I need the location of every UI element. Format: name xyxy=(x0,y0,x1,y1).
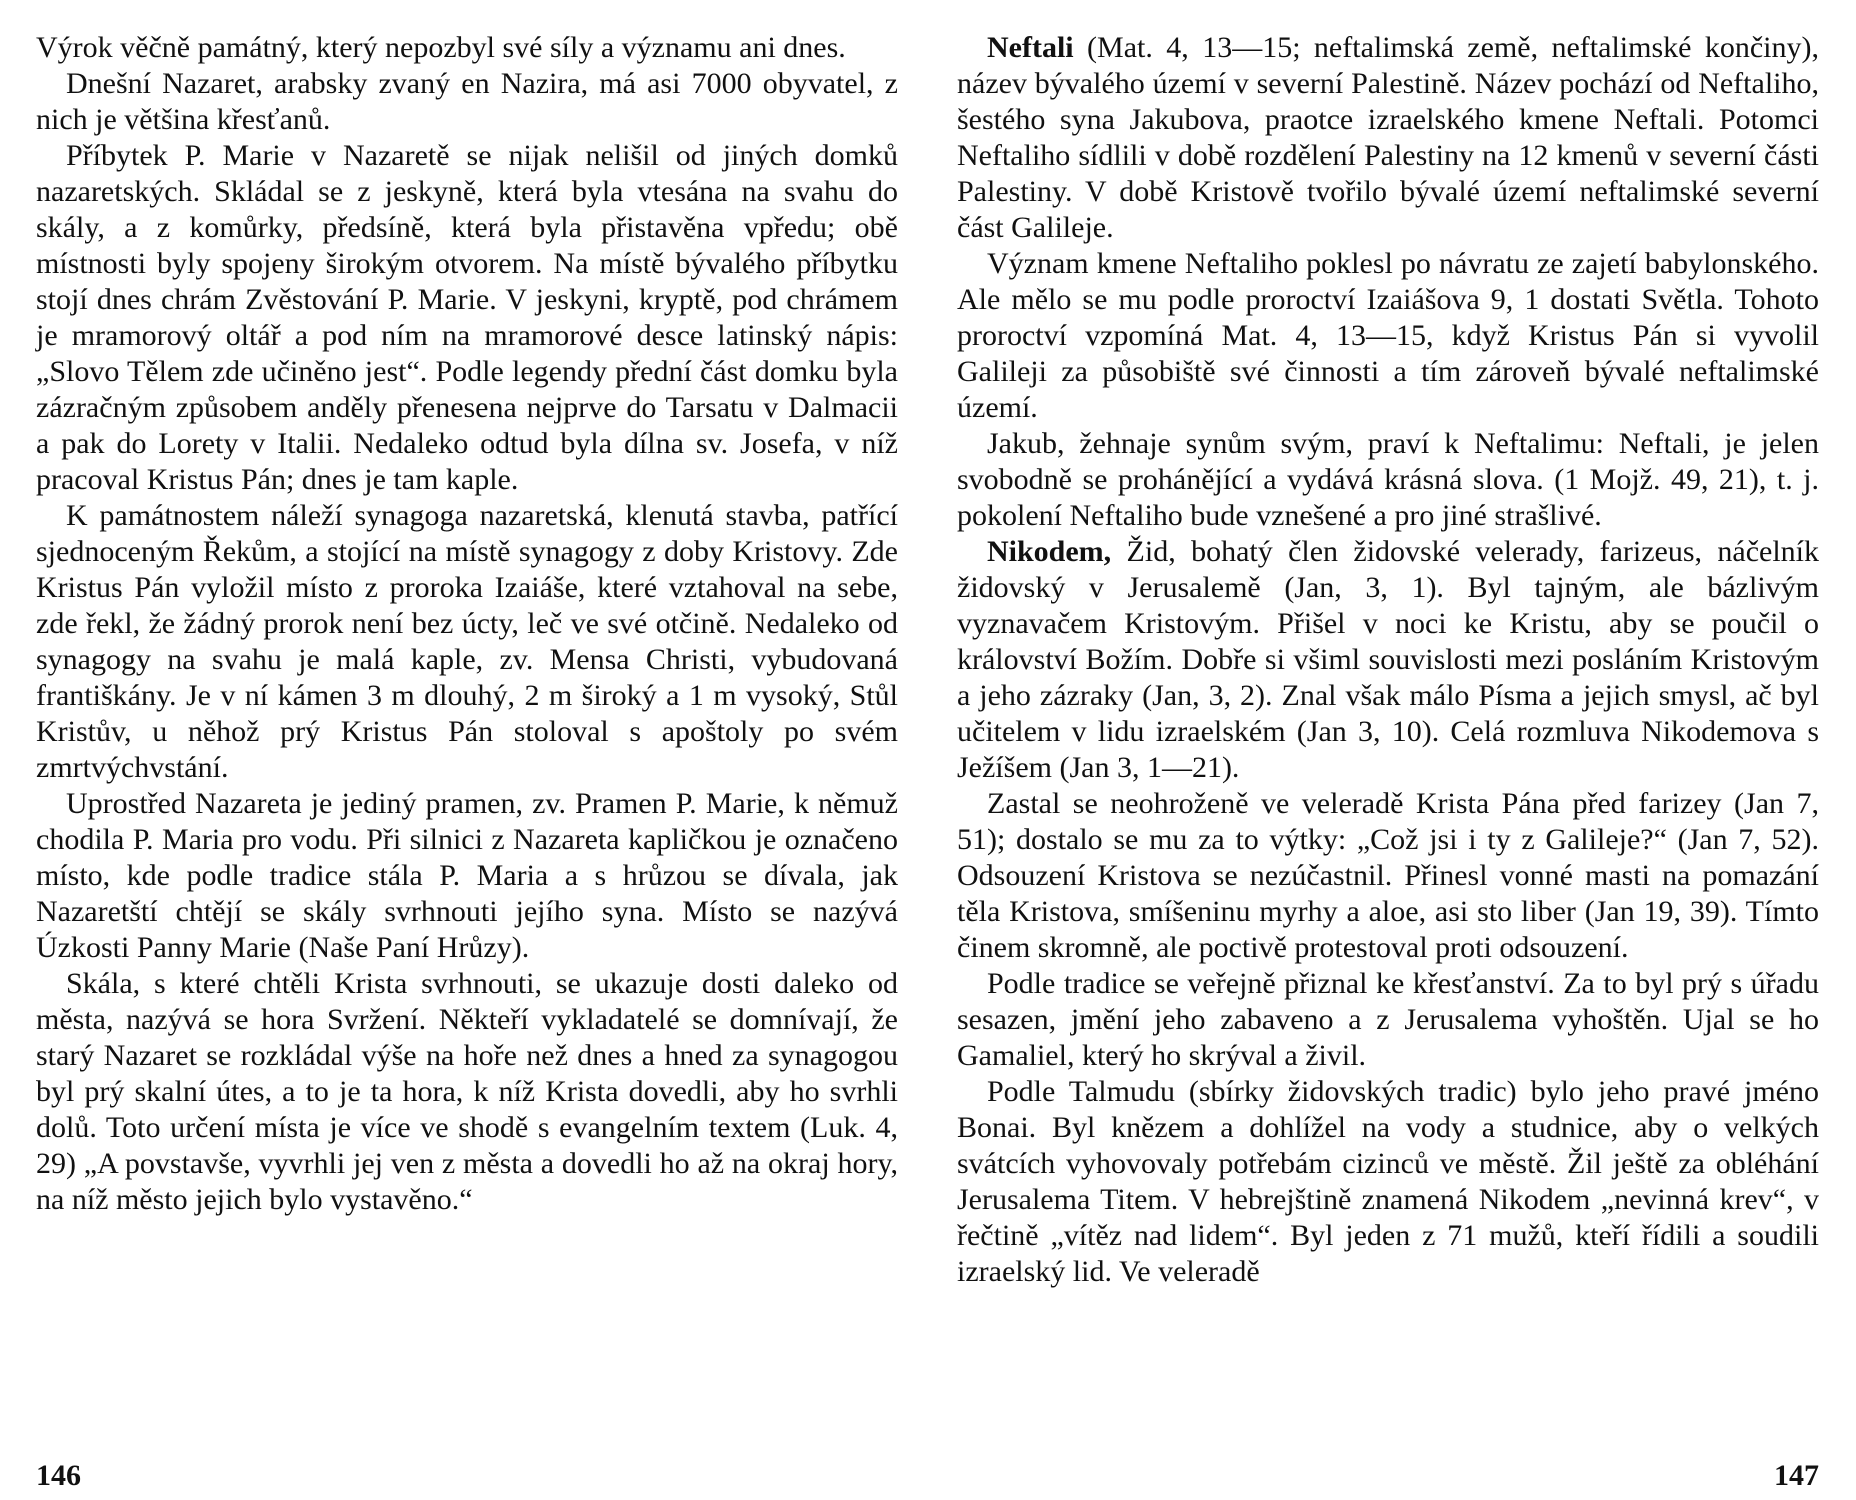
page-number: 147 xyxy=(1774,1459,1819,1492)
paragraph: Výrok věčně památný, který nepozbyl své síly a významu ani dnes. xyxy=(36,31,846,64)
right-page xyxy=(957,30,1819,1492)
entry-nikodem xyxy=(957,534,1819,786)
paragraph: Zastal se neohroženě ve veleradě Krista Pána před farizey (Jan 7, 51); dostalo se mu za to výtky: „Což jsi i ty z Galileje?“ (Jan 7, 52). Odsouzení Kristova se nezúčastnil. Přinesl vonné masti na pomazání těla Kristova, smíšeninu myrhy a aloe, asi sto liber (Jan 19, 39). Tímto činem skromně, ale poctivě protestoval proti odsouzení. xyxy=(957,787,1819,964)
paragraph: Uprostřed Nazareta je jediný pramen, zv. Pramen P. Marie, k němuž chodila P. Maria pro vodu. Při silnici z Nazareta kapličkou je označeno místo, kde podle tradice stála P. Maria a s hrůzou se dívala, jak Nazaretští chtějí se skály svrhnouti jejího syna. Místo se nazývá Úzkosti Panny Marie (Naše Paní Hrůzy). xyxy=(36,787,898,964)
paragraph: Jakub, žehnaje synům svým, praví k Neftalimu: Neftali, je jelen svobodně se prohánějící a vydává krásná slova. (1 Mojž. 49, 21), t. j. pokolení Neftaliho bude vznešené a pro jiné strašlivé. xyxy=(957,427,1819,532)
entry-body: Žid, bohatý člen židovské velerady, farizeus, náčelník židovský v Jerusalemě (Jan, 3, 1). Byl tajným, ale bázlivým vyznavačem Kristovým. Přišel v noci ke Kristu, aby se poučil o království Božím. Dobře si všiml souvislosti mezi posláním Kristovým a jeho zázraky (Jan, 3, 2). Znal však málo Písma a jejich smysl, ač byl učitelem v lidu izraelském (Jan 3, 10). Celá rozmluva Nikodemova s Ježíšem (Jan 3, 1—21). xyxy=(957,535,1819,784)
left-page-text xyxy=(36,30,898,1218)
paragraph: Dnešní Nazaret, arabsky zvaný en Nazira, má asi 7000 obyvatel, z nich je většina křesťanů. xyxy=(36,67,898,136)
right-page-text xyxy=(957,30,1819,1290)
entry-neftali xyxy=(957,30,1819,246)
paragraph: Význam kmene Neftaliho poklesl po návratu ze zajetí babylonského. Ale mělo se mu podle proroctví Izaiášova 9, 1 dostati Světla. Tohoto proroctví vzpomíná Mat. 4, 13—15, když Kristus Pán si vyvolil Galileji za působiště své činnosti a tím zároveň bývalé neftalimské území. xyxy=(957,247,1819,424)
paragraph: Příbytek P. Marie v Nazaretě se nijak nelišil od jiných domků nazaretských. Skládal se z jeskyně, která byla vtesána na svahu do skály, a z komůrky, předsíně, která byla přistavěna vpředu; obě místnosti byly spojeny širokým otvorem. Na místě bývalého příbytku stojí dnes chrám Zvěstování P. Marie. V jeskyni, kryptě, pod chrámem je mramorový oltář a pod ním na mramorové desce latinský nápis: „Slovo Tělem zde učiněno jest“. Podle legendy přední část domku byla zázračným způsobem anděly přenesena nejprve do Tarsatu v Dalmacii a pak do Lorety v Italii. Nedaleko odtud byla dílna sv. Josefa, v níž pracoval Kristus Pán; dnes je tam kaple. xyxy=(36,139,898,496)
paragraph: Skála, s které chtěli Krista svrhnouti, se ukazuje dosti daleko od města, nazývá se hora Svržení. Někteří vykladatelé se domnívají, že starý Nazaret se rozkládal výše na hoře než dnes a hned za synagogou byl prý skalní útes, a to je ta hora, k níž Krista dovedli, aby ho svrhli dolů. Toto určení místa je více ve shodě s evangelním textem (Luk. 4, 29) „A povstavše, vyvrhli jej ven z města a dovedli ho až na okraj hory, na níž město jejich bylo vystavěno.“ xyxy=(36,967,898,1216)
entry-body: (Mat. 4, 13—15; neftalimská země, neftalimské končiny), název bývalého území v severní Palestině. Název pochází od Neftaliho, šestého syna Jakubova, praotce izraelského kmene Neftali. Potomci Neftaliho sídlili v době rozdělení Palestiny na 12 kmenů v severní části Palestiny. V době Kristově tvořilo bývalé území neftalimské severní část Galileje. xyxy=(957,31,1819,244)
entry-term: Neftali xyxy=(987,31,1074,64)
paragraph: Podle tradice se veřejně přiznal ke křesťanství. Za to byl prý s úřadu sesazen, jmění jeho zabaveno a z Jerusalema vyhoštěn. Ujal se ho Gamaliel, který ho skrýval a živil. xyxy=(957,967,1819,1072)
page-number: 146 xyxy=(36,1459,81,1492)
left-page xyxy=(36,30,898,1492)
paragraph: Podle Talmudu (sbírky židovských tradic) bylo jeho pravé jméno Bonai. Byl knězem a dohlížel na vody a studnice, aby o velkých svátcích vyhovovaly potřebám cizinců ve městě. Žil ještě za obléhání Jerusalema Titem. V hebrejštině znamená Nikodem „nevinná krev“, v řečtině „vítěz nad lidem“. Byl jeden z 71 mužů, kteří řídili a soudili izraelský lid. Ve veleradě xyxy=(957,1075,1819,1288)
entry-term: Nikodem, xyxy=(987,535,1112,568)
paragraph: K památnostem náleží synagoga nazaretská, klenutá stavba, patřící sjednoceným Řekům, a stojící na místě synagogy z doby Kristovy. Zde Kristus Pán vyložil místo z proroka Izaiáše, které vztahoval na sebe, zde řekl, že žádný prorok není bez úcty, leč ve své otčině. Nedaleko od synagogy na svahu je malá kaple, zv. Mensa Christi, vybudovaná františkány. Je v ní kámen 3 m dlouhý, 2 m široký a 1 m vysoký, Stůl Kristův, u něhož prý Kristus Pán stoloval s apoštoly po svém zmrtvýchvstání. xyxy=(36,499,898,784)
